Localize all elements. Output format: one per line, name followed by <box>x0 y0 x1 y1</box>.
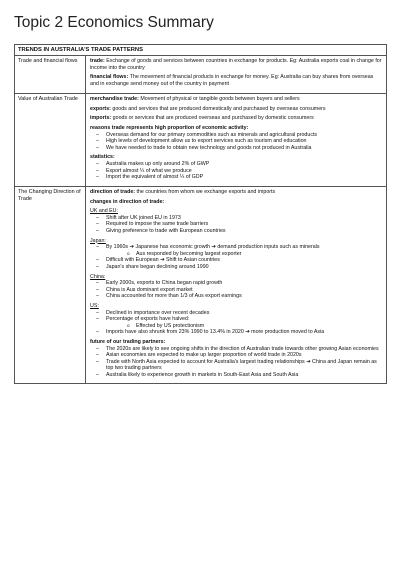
list-item: – Early 2000s, exports to China began rapid growth <box>90 280 382 287</box>
stats-list <box>90 161 382 181</box>
list-item: – Trade with North Asia expected to account for Australia's largest trading relationships ➔ China and Japan remain as top two trading partners <box>90 359 382 372</box>
row-content <box>86 94 386 186</box>
list-item: – We have needed to trade to obtain new technology and goods not produced in Australia <box>90 145 382 152</box>
page-title: Topic 2 Economics Summary <box>14 14 214 31</box>
row-content <box>86 187 386 384</box>
section-heading: reasons trade represents high proportion of economic activity: <box>90 125 249 132</box>
term: imports: <box>90 115 112 122</box>
china-list <box>90 280 382 300</box>
list-item-text: Percentage of exports have halved: <box>106 316 190 323</box>
list-item <box>90 244 382 257</box>
term-def: Movement of physical or tangible goods between buyers and sellers <box>138 95 300 102</box>
list-item: – High levels of development allow us to export services such as tourism and education <box>90 138 382 145</box>
table-header: TRENDS IN AUSTRALIA'S TRADE PATTERNS <box>15 45 386 56</box>
subsection-heading: US: <box>90 302 99 309</box>
list-item: – Shift after UK joined EU in 1973 <box>90 215 382 222</box>
term: financial flows: <box>90 74 129 81</box>
list-item: – Giving preference to trade with European countries <box>90 228 382 235</box>
definition <box>90 96 382 103</box>
row-label: Trade and financial flows <box>15 56 86 93</box>
subsection-heading: UK and EU: <box>90 208 118 215</box>
term: merchandise trade: <box>90 95 139 102</box>
definition <box>90 74 382 87</box>
japan-list <box>90 244 382 270</box>
list-item: – Import the equivalent of almost ¼ of GDP <box>90 174 382 181</box>
definition <box>90 58 382 71</box>
sub-list <box>106 251 382 258</box>
table-row <box>15 56 386 94</box>
list-item: – Overseas demand for our primary commodities such as minerals and agricultural products <box>90 132 382 139</box>
list-item: – Difficult with European ➔ Shift to Asian countries <box>90 257 382 264</box>
term: exports: <box>90 105 111 112</box>
subsection-heading: China: <box>90 273 106 280</box>
term-def: Exchange of goods and services between countries in exchange for products. Eg: Australia exports coal in change for income into the country <box>90 58 382 71</box>
subsection-heading: Japan: <box>90 237 106 244</box>
list-item: – Imports have also shrunk from 23% 1990 to 13.4% in 2020 ➔ more production moved to Asia <box>90 329 382 336</box>
list-item: – Asian economies are expected to make up larger proportion of world trade in 2020s <box>90 352 382 359</box>
uk-list <box>90 215 382 235</box>
term-def: goods or services that are produced overseas and purchased by domestic consumers <box>111 115 314 122</box>
definition <box>90 115 382 122</box>
list-item: – Australia likely to experience growth in markets in South-East Asia and South Asia <box>90 372 382 379</box>
section-heading: future of our trading partners: <box>90 338 166 345</box>
table-row <box>15 187 386 384</box>
section-heading: statistics: <box>90 154 115 161</box>
row-content <box>86 56 386 93</box>
list-item-text: By 1960s ➔ Japanese has economic growth ➔ demand production inputs such as minerals <box>106 244 320 251</box>
summary-table <box>14 44 387 384</box>
term: trade: <box>90 58 105 64</box>
list-item: – Required to impose the same trade barriers <box>90 221 382 228</box>
definition <box>90 189 382 196</box>
row-label: The Changing Direction of Trade <box>15 187 86 384</box>
list-item <box>90 316 382 329</box>
list-item: – China is Aus dominant export market <box>90 287 382 294</box>
section-heading: changes in direction of trade: <box>90 198 165 205</box>
list-item: – Declined in importance over recent decades <box>90 310 382 317</box>
sub-list-item: o Aus responded by becoming largest exporter <box>106 251 382 258</box>
list-item: – Japan's share began declining around 1990 <box>90 264 382 271</box>
term: direction of trade: <box>90 188 136 195</box>
definition <box>90 106 382 113</box>
reasons-list <box>90 132 382 152</box>
us-list <box>90 310 382 336</box>
row-label: Value of Australian Trade <box>15 94 86 186</box>
table-row <box>15 94 386 187</box>
list-item: – Export almost ¼ of what we produce <box>90 168 382 175</box>
list-item: – The 2020s are likely to see ongoing shifts in the direction of Australian trade towards other growing Asian economies <box>90 346 382 353</box>
term-def: the countries from whom we exchange exports and imports <box>135 188 276 195</box>
term-def: The movement of financial products in exchange for money. Eg: Australia can buy shares from overseas and in exchange send money out of the country in payment <box>90 74 374 87</box>
list-item: – China accounted for more than 1/3 of Aus export earnings <box>90 293 382 300</box>
sub-list-item: o Effected by US protectionism <box>106 323 382 330</box>
term-def: goods and services that are produced domestically and purchased by overseas consumers <box>110 105 326 112</box>
sub-list <box>106 323 382 330</box>
future-list <box>90 346 382 379</box>
list-item: – Australia makes up only around 2% of GWP <box>90 161 382 168</box>
